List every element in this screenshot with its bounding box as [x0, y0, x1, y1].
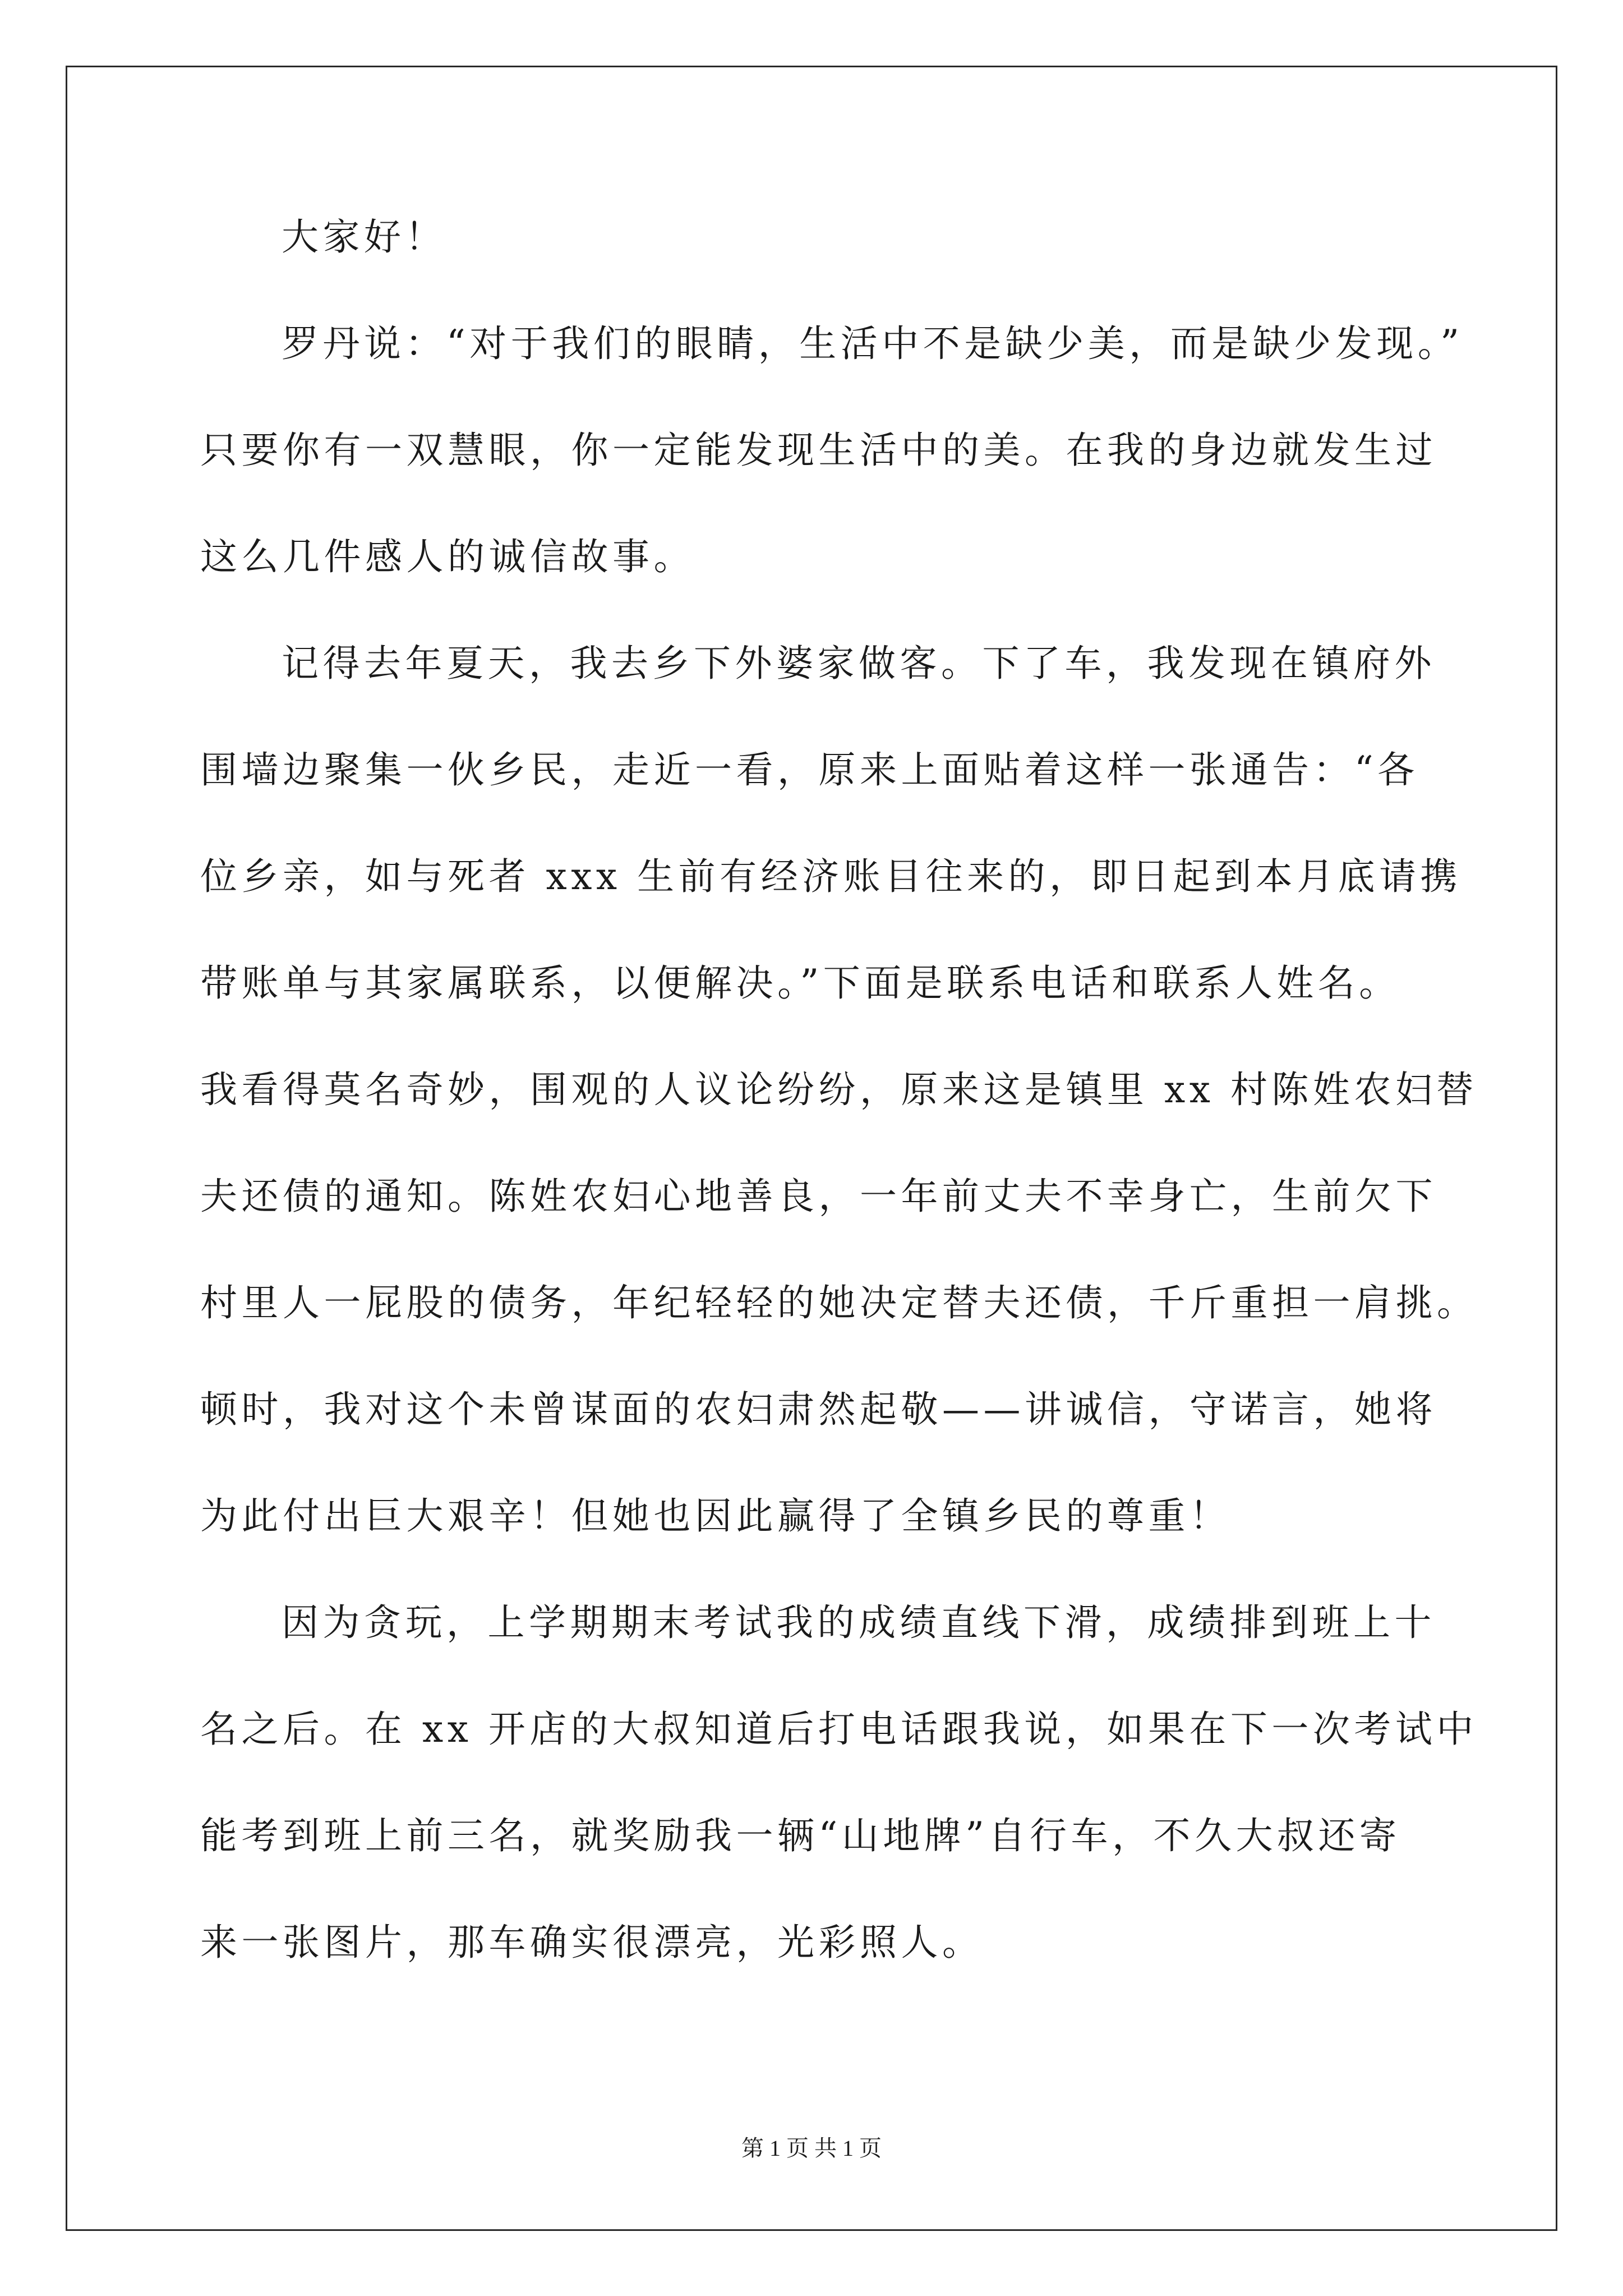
- paragraph-2-line-6: 夫还债的通知。陈姓农妇心地善良，一年前丈夫不幸身亡，生前欠下: [200, 1175, 1437, 1218]
- paragraph-3-line-1: 因为贪玩，上学期期末考试我的成绩直线下滑，成绩排到班上十: [282, 1601, 1436, 1644]
- paragraph-2-line-3: 位乡亲，如与死者 xxx 生前有经济账目往来的，即日起到本月底请携: [200, 855, 1462, 898]
- paragraph-3-line-3: 能考到班上前三名，就奖励我一辆“山地牌”自行车，不久大叔还寄: [200, 1814, 1401, 1857]
- paragraph-3-line-2: 名之后。在 xx 开店的大叔知道后打电话跟我说，如果在下一次考试中: [200, 1708, 1478, 1751]
- page-border: [66, 66, 1557, 2231]
- paragraph-3-line-4: 来一张图片，那车确实很漂亮，光彩照人。: [200, 1921, 984, 1964]
- paragraph-2-line-4: 带账单与其家属联系，以便解决。”下面是联系电话和联系人姓名。: [200, 961, 1400, 1005]
- paragraph-1-line-3: 这么几件感人的诚信故事。: [200, 535, 695, 578]
- paragraph-2-line-5: 我看得莫名奇妙，围观的人议论纷纷，原来这是镇里 xx 村陈姓农妇替: [200, 1068, 1478, 1111]
- paragraph-2-line-1: 记得去年夏天，我去乡下外婆家做客。下了车，我发现在镇府外: [282, 642, 1436, 685]
- paragraph-2-line-9: 为此付出巨大艰辛！但她也因此赢得了全镇乡民的尊重！: [200, 1494, 1231, 1538]
- paragraph-1-line-2: 只要你有一双慧眼，你一定能发现生活中的美。在我的身边就发生过: [200, 429, 1437, 472]
- paragraph-2-line-2: 围墙边聚集一伙乡民，走近一看，原来上面贴着这样一张通告：“各: [200, 748, 1419, 792]
- paragraph-2-line-8: 顿时，我对这个未曾谋面的农妇肃然起敬——讲诚信，守诺言，她将: [200, 1388, 1437, 1431]
- greeting-line: 大家好！: [282, 215, 446, 259]
- paragraph-2-line-7: 村里人一屁股的债务，年纪轻轻的她决定替夫还债，千斤重担一肩挑。: [200, 1281, 1478, 1324]
- paragraph-1-line-1: 罗丹说：“对于我们的眼睛，生活中不是缺少美，而是缺少发现。”: [282, 322, 1464, 365]
- page-number-footer: 第 1 页 共 1 页: [741, 2136, 882, 2161]
